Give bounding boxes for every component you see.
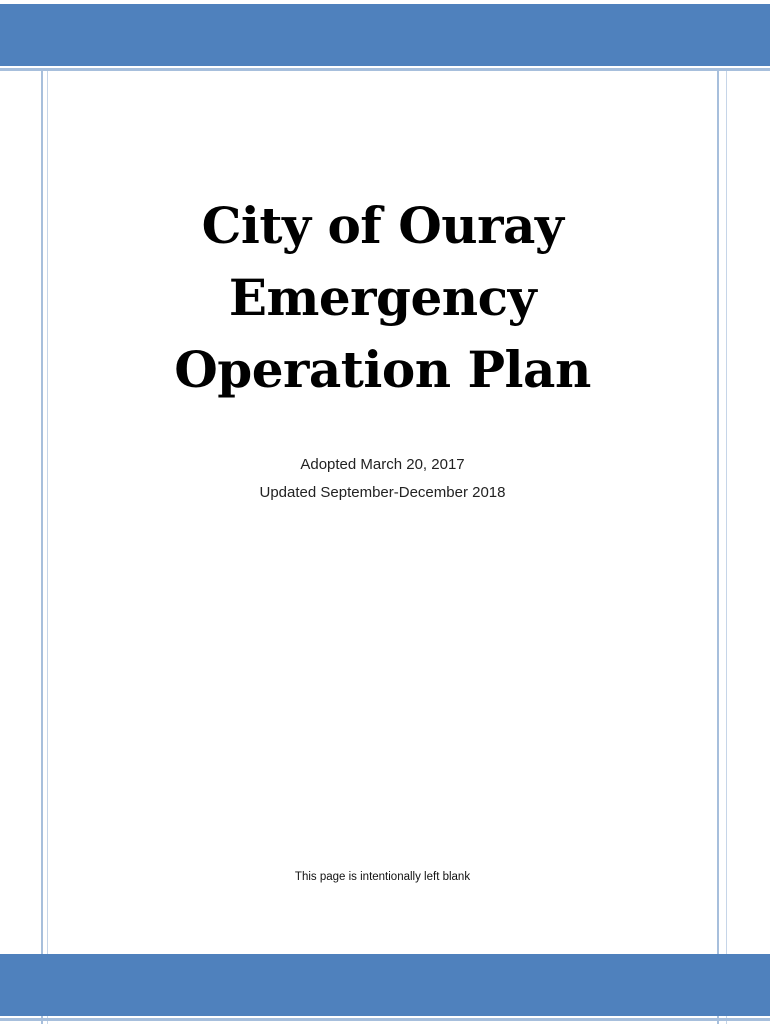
document-title xyxy=(48,190,717,406)
right-margin-rule-inner xyxy=(717,71,719,1024)
intentionally-blank-notice: This page is intentionally left blank xyxy=(294,871,471,883)
title-line-1: City of Ouray xyxy=(201,196,564,255)
adopted-date: Adopted March 20, 2017 xyxy=(300,456,465,473)
header-color-band xyxy=(0,4,770,66)
right-margin-rule-outer xyxy=(726,71,727,1024)
title-line-3: Operation Plan xyxy=(174,340,591,399)
left-margin-rule-outer xyxy=(41,71,43,1024)
footer-color-band xyxy=(0,954,770,1016)
title-line-2: Emergency xyxy=(228,268,537,327)
header-rule xyxy=(0,68,770,71)
footer-rule xyxy=(0,1018,770,1021)
updated-date: Updated September-December 2018 xyxy=(259,484,506,501)
